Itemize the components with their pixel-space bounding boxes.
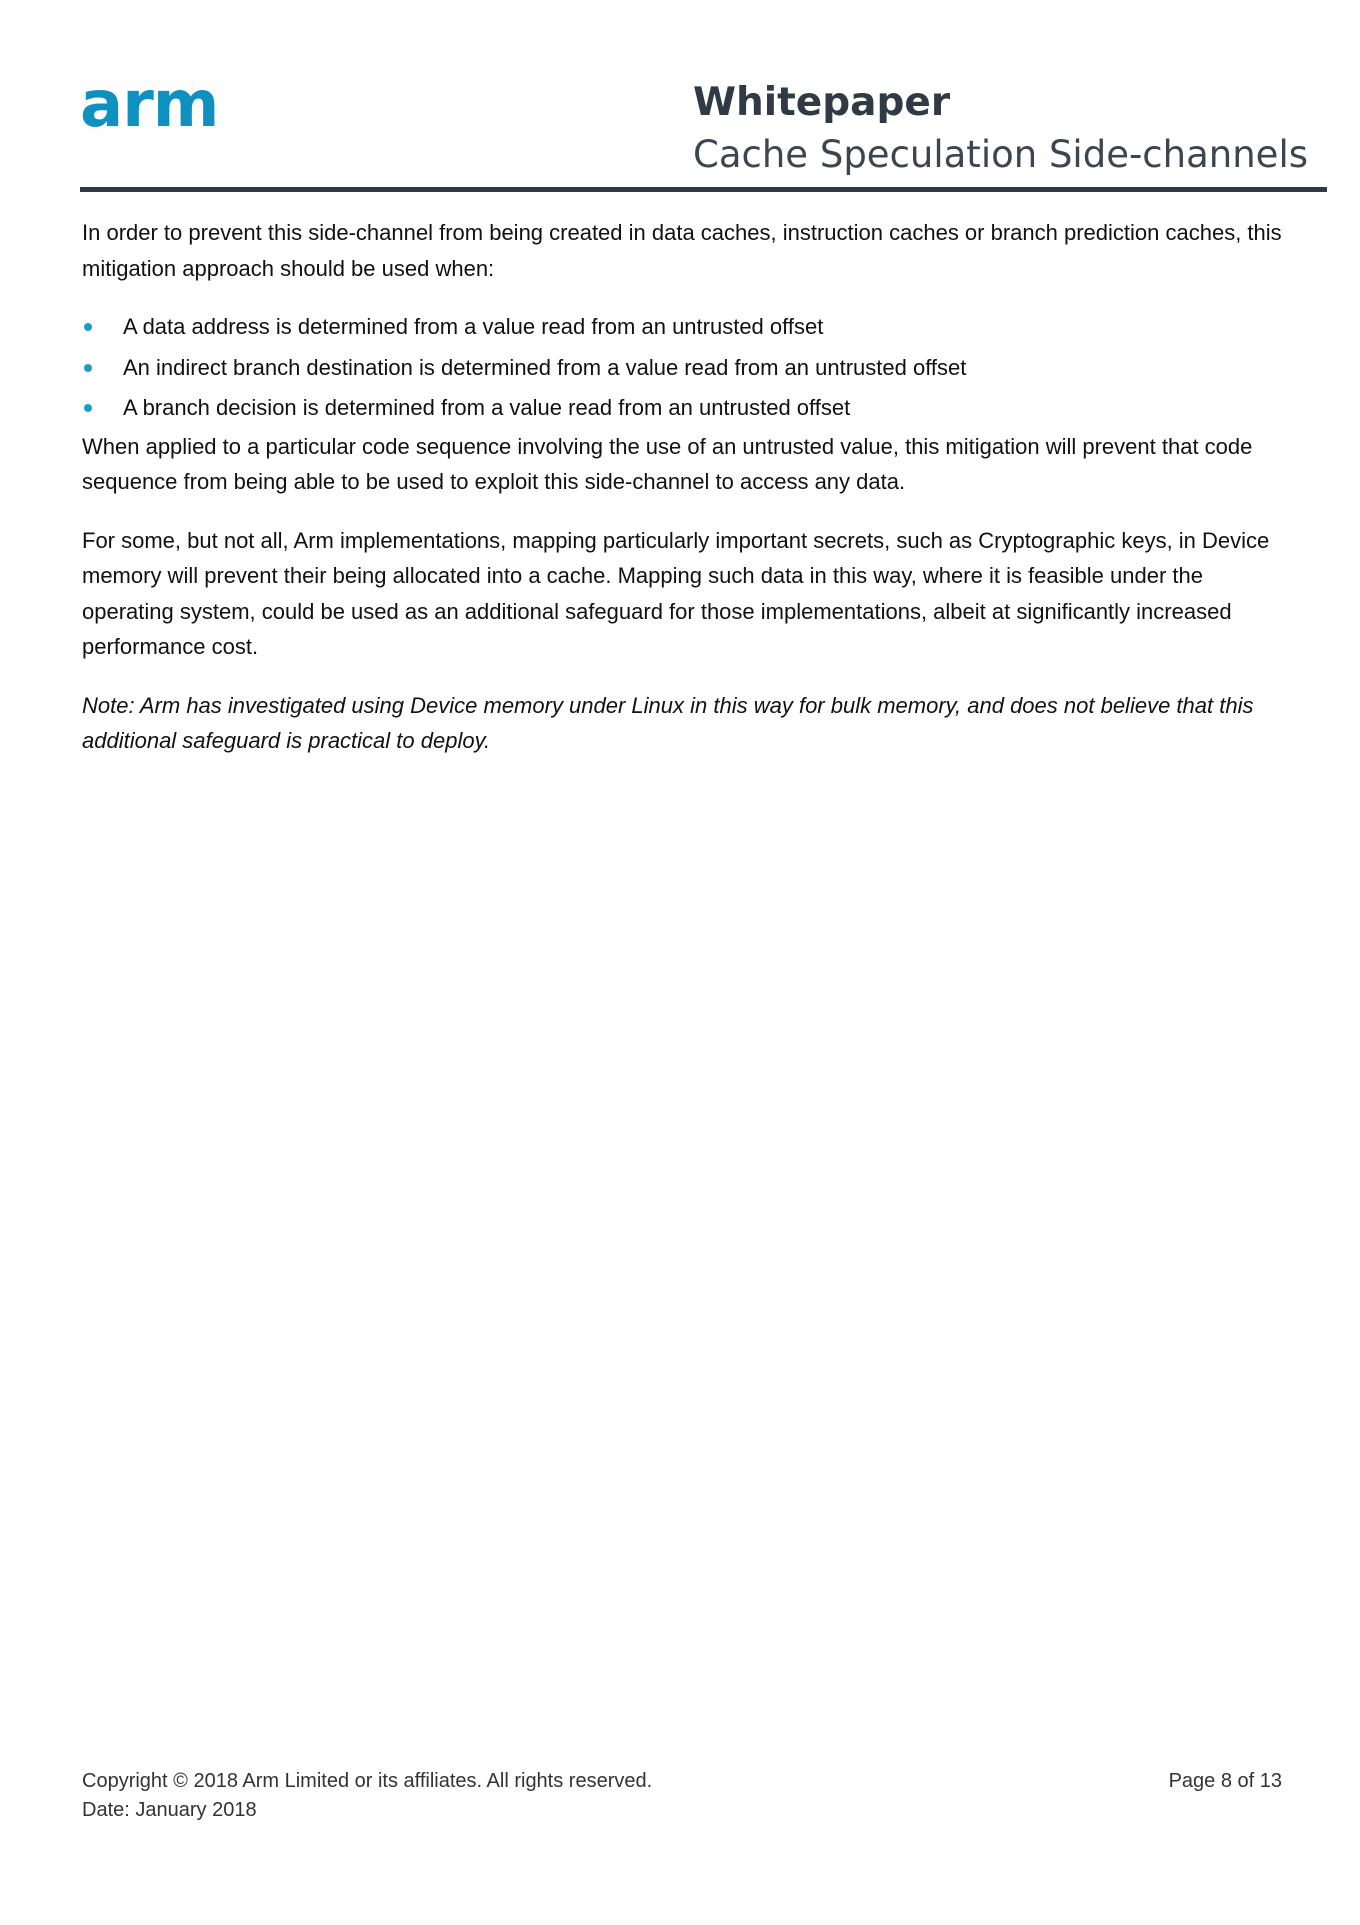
applied-paragraph: When applied to a particular code sequence involving the use of an untrusted value, this mitigation will prevent that code sequence from being able to be used to exploit this side-channel to access any data.: [82, 433, 1253, 494]
bullet-icon: [84, 364, 92, 372]
main-content: [82, 215, 1282, 782]
bullet-icon: [84, 323, 92, 331]
header-divider: [80, 187, 1327, 192]
mitigation-conditions-list: [82, 309, 1282, 426]
document-type: Whitepaper: [693, 80, 951, 125]
note-paragraph: Note: Arm has investigated using Device memory under Linux in this way for bulk memory, and does not believe that this additional safeguard is practical to deploy.: [82, 692, 1254, 753]
copyright-text: Copyright © 2018 Arm Limited or its affiliates. All rights reserved.: [82, 1770, 653, 1792]
device-memory-paragraph: For some, but not all, Arm implementations, mapping particularly important secrets, such as Cryptographic keys, in Device memory will prevent their being allocated into a cache. Mapping such data in this way, where it is feasible under the operating system, could be used as an additional safeguard for those implementations, albeit at significantly increased performance cost.: [82, 527, 1270, 659]
list-item: [82, 350, 1282, 386]
page-footer: [82, 1767, 1282, 1825]
date-text: Date: January 2018: [82, 1799, 257, 1821]
arm-logo: arm: [80, 68, 219, 142]
intro-paragraph: In order to prevent this side-channel from being created in data caches, instruction caches or branch prediction caches, this mitigation approach should be used when:: [82, 220, 1282, 281]
list-item-text: A data address is determined from a value read from an untrusted offset: [123, 314, 824, 339]
document-title: Cache Speculation Side-channels: [693, 133, 1308, 176]
page-number: Page 8 of 13: [1168, 1770, 1282, 1792]
bullet-icon: [84, 404, 92, 412]
list-item-text: A branch decision is determined from a value read from an untrusted offset: [123, 395, 851, 420]
list-item: [82, 309, 1282, 345]
list-item: [82, 390, 1282, 426]
list-item-text: An indirect branch destination is determined from a value read from an untrusted offset: [123, 354, 967, 380]
